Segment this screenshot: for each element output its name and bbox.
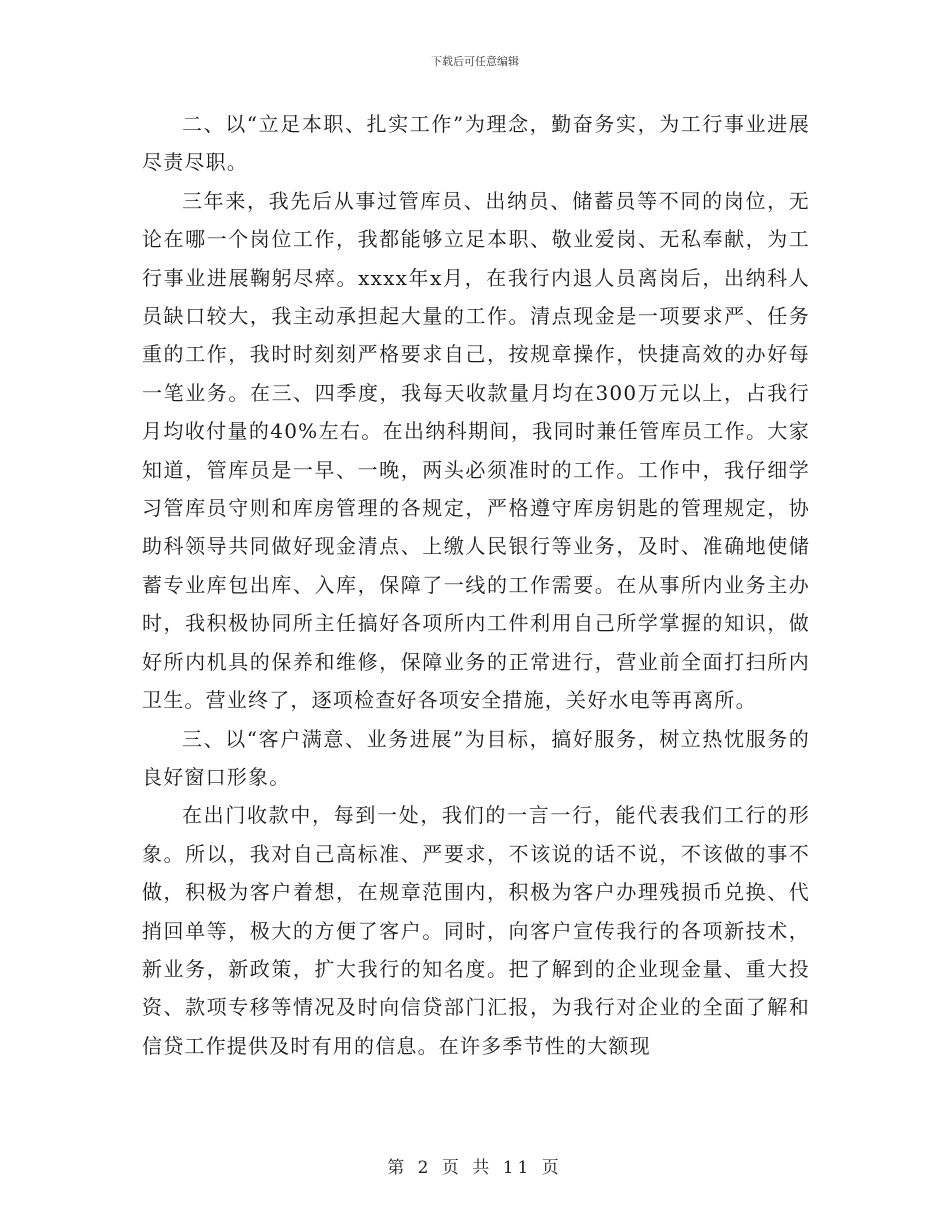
page-header: 下载后可任意编辑 xyxy=(431,55,519,68)
document-body xyxy=(142,105,810,1065)
paragraph-principle-three: 三、以“客户满意、业务进展”为目标，搞好服务，树立热忱服务的良好窗口形象。 xyxy=(142,726,810,789)
paragraph-principle-two: 二、以“立足本职、扎实工作”为理念，勤奋务实，为工行事业进展尽责尽职。 xyxy=(142,112,810,175)
paragraph-work-experience: 三年来，我先后从事过管库员、出纳员、储蓄员等不同的岗位，无论在哪一个岗位工作，我都能够立足本职、敬业爱岗、无私奉献，为工行事业进展鞠躬尽瘁。xxxx年x月，在我行内退人员离岗后，出纳科人员缺口较大，我主动承担起大量的工作。清点现金是一项要求严、任务重的工作，我时时刻刻严格要求自己，按规章操作，快捷高效的办好每一笔业务。在三、四季度，我每天收款量月均在300万元以上，占我行月均收付量的40%左右。在出纳科期间，我同时兼任管库员工作。大家知道，管库员是一早、一晚，两头必须准时的工作。工作中，我仔细学习管库员守则和库房管理的各规定，严格遵守库房钥匙的管理规定，协助科领导共同做好现金清点、上缴人民银行等业务，及时、准确地使储蓄专业库包出库、入库，保障了一线的工作需要。在从事所内业务主办时，我积极协同所主任搞好各项所内工件利用自己所学掌握的知识，做好所内机具的保养和维修，保障业务的正常进行，营业前全面打扫所内卫生。营业终了，逐项检查好各项安全措施，关好水电等再离所。 xyxy=(142,188,810,713)
page-number: 第 2 页 共 11 页 xyxy=(387,1158,563,1178)
paragraph-customer-service: 在出门收款中，每到一处，我们的一言一行，能代表我们工行的形象。所以，我对自己高标准、严要求，不该说的话不说，不该做的事不做，积极为客户着想，在规章范围内，积极为客户办理残损币兑换、代捎回单等，极大的方便了客户。同时，向客户宣传我行的各项新技术，新业务，新政策，扩大我行的知名度。把了解到的企业现金量、重大投资、款项专移等情况及时向信贷部门汇报，为我行对企业的全面了解和信贷工作提供及时有用的信息。在许多季节性的大额现 xyxy=(142,803,810,1058)
